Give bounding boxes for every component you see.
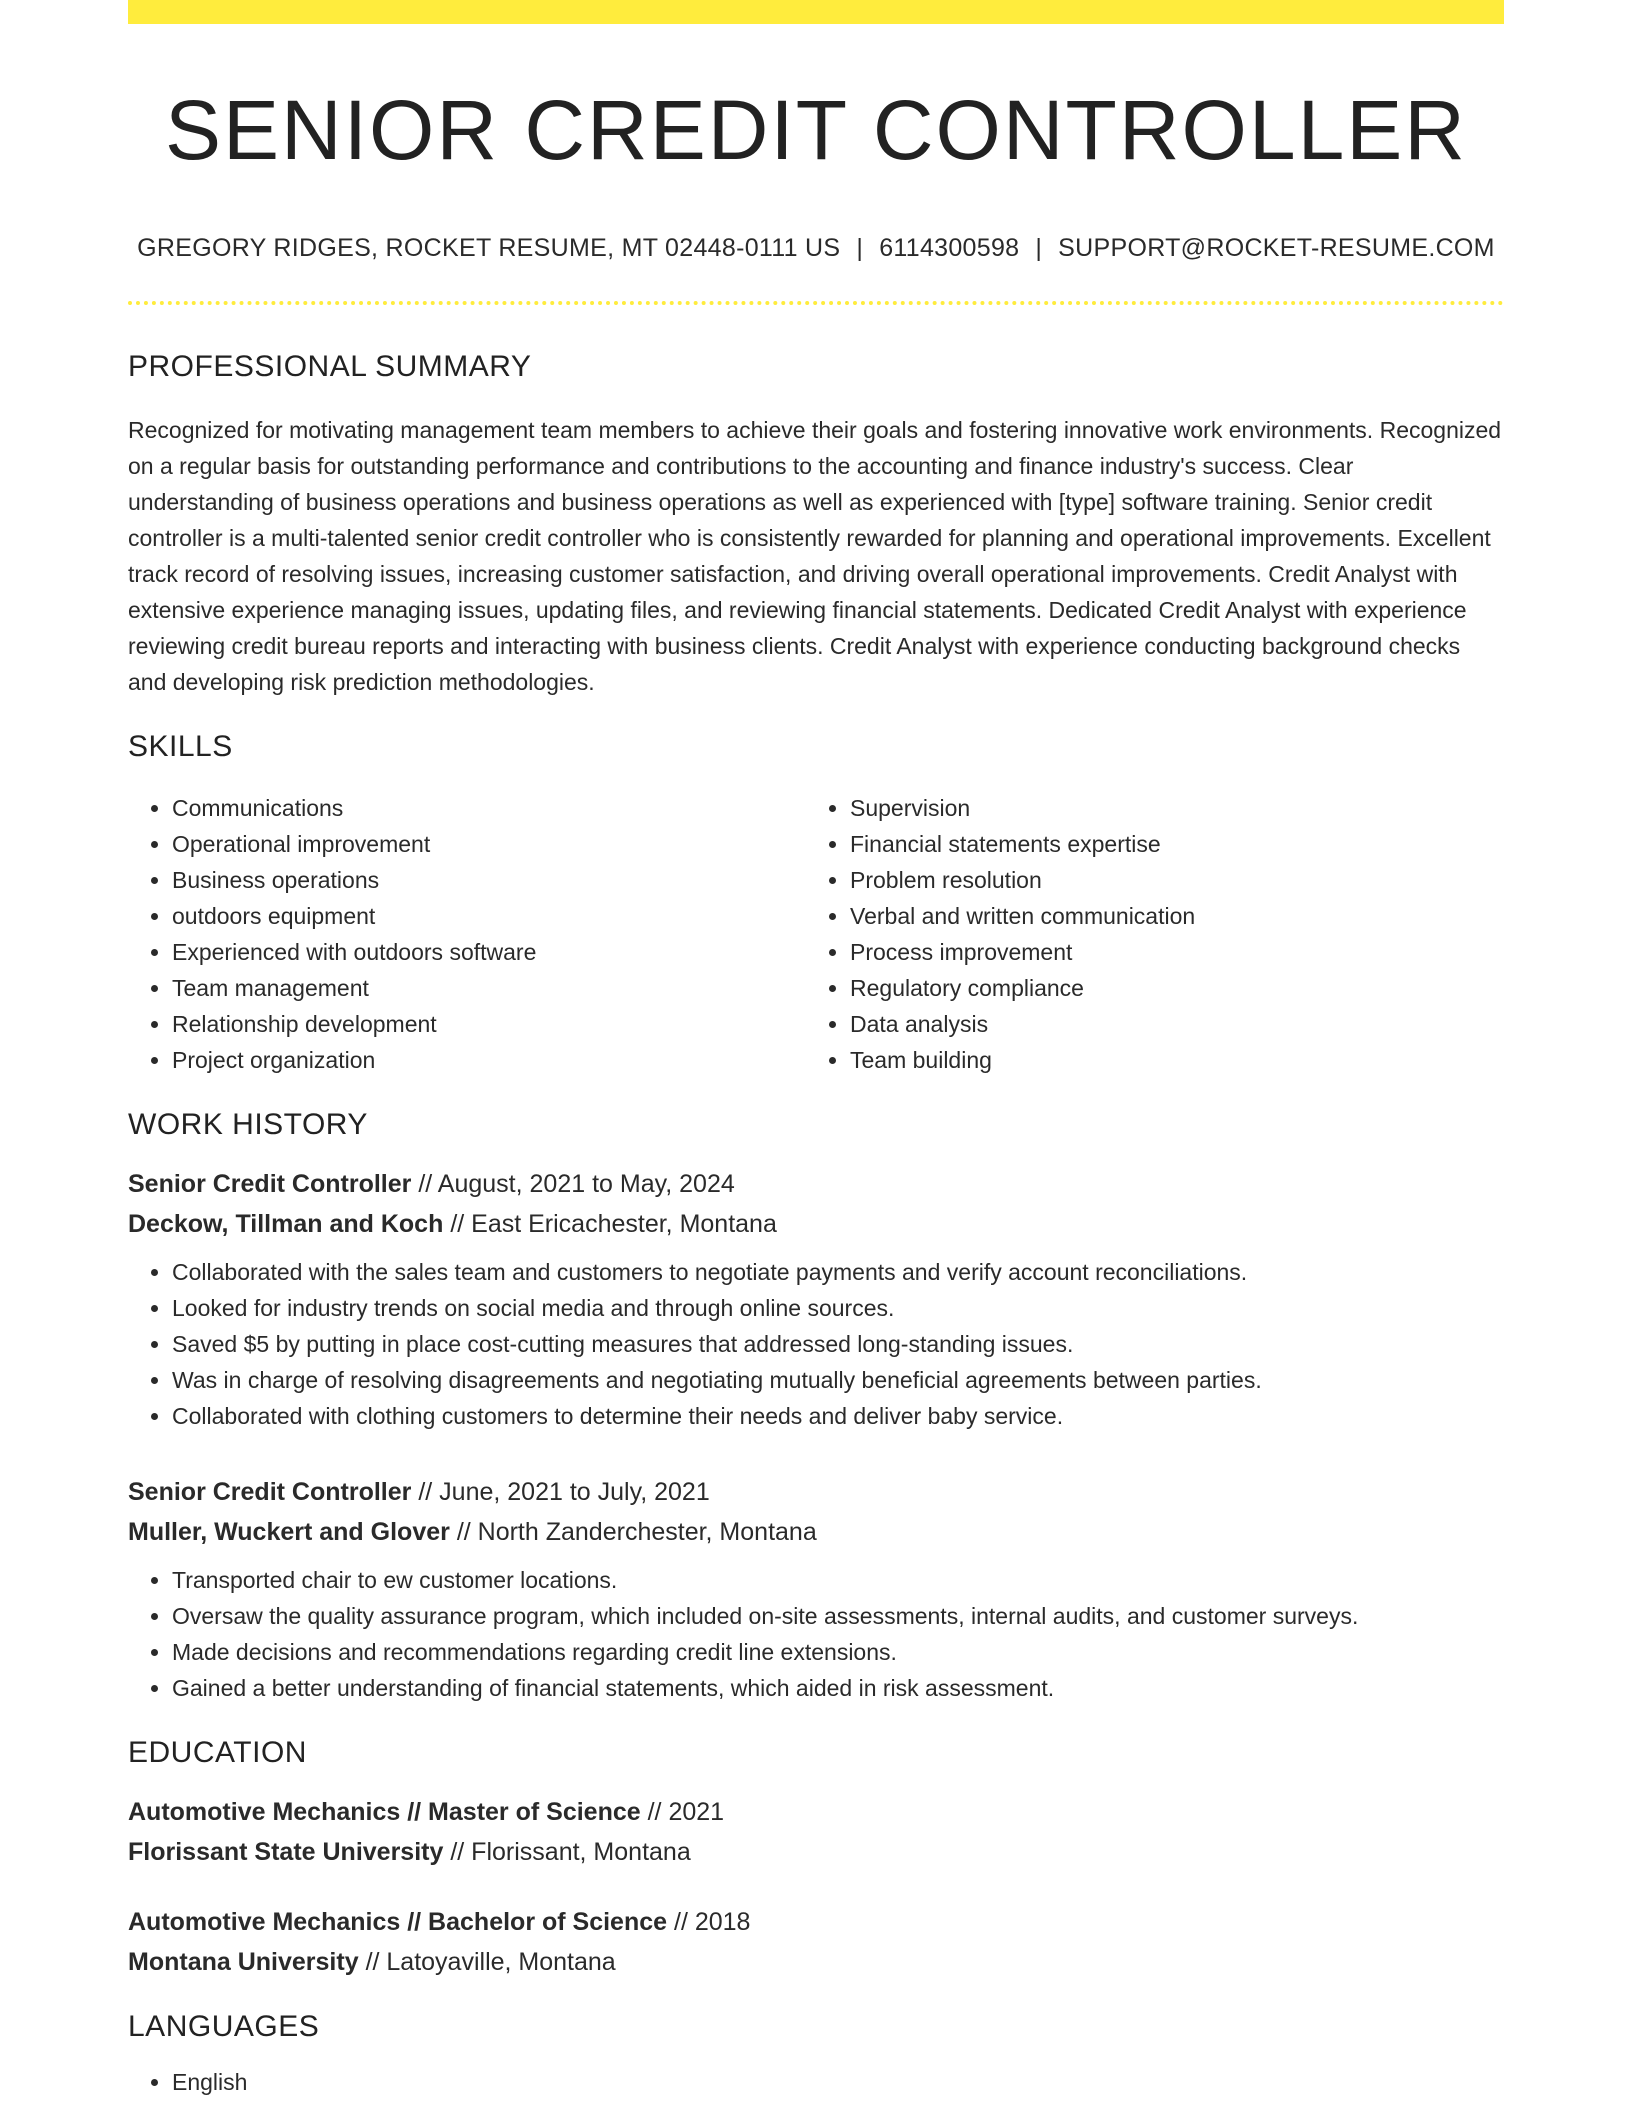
job-bullet: • Gained a better understanding of financial statements, which aided in risk assessment. bbox=[172, 1670, 1504, 1706]
education-school-line bbox=[128, 1942, 1504, 1982]
skills-grid bbox=[128, 790, 1504, 1078]
resume-page bbox=[128, 0, 1504, 2100]
education-school: Montana University bbox=[128, 1948, 359, 1977]
education-entry bbox=[128, 1902, 1504, 1982]
job-bullet: • Oversaw the quality assurance program, which included on-site assessments, internal audits, and customer surveys. bbox=[172, 1598, 1504, 1634]
job-title: Senior Credit Controller bbox=[128, 1478, 412, 1507]
skill-item: • Financial statements expertise bbox=[850, 826, 1484, 862]
skill-item: • Team building bbox=[850, 1042, 1484, 1078]
job-company-line bbox=[128, 1204, 1504, 1244]
languages-section bbox=[128, 2010, 1504, 2100]
education-location: // Florissant, Montana bbox=[450, 1838, 691, 1867]
contact-line bbox=[128, 234, 1504, 263]
page-title: SENIOR CREDIT CONTROLLER bbox=[165, 83, 1467, 177]
education-degree-line bbox=[128, 1792, 1504, 1832]
skill-item: • Relationship development bbox=[172, 1006, 806, 1042]
section-heading-skills: SKILLS bbox=[128, 730, 233, 764]
education-year: // 2018 bbox=[674, 1908, 751, 1937]
skill-item: • Problem resolution bbox=[850, 862, 1484, 898]
skills-column-right bbox=[806, 790, 1484, 1078]
work-history-section bbox=[128, 1108, 1504, 1706]
job-title-line bbox=[128, 1164, 1504, 1204]
skill-item: • Data analysis bbox=[850, 1006, 1484, 1042]
language-item: • English bbox=[172, 2064, 1504, 2100]
education-school-line bbox=[128, 1832, 1504, 1872]
job-company: Deckow, Tillman and Koch bbox=[128, 1210, 444, 1239]
education-entry bbox=[128, 1792, 1504, 1872]
education-year: // 2021 bbox=[647, 1798, 725, 1827]
languages-list bbox=[128, 2064, 1504, 2100]
job-entry bbox=[128, 1164, 1504, 1434]
skill-item: • Business operations bbox=[172, 862, 806, 898]
job-dates: // June, 2021 to July, 2021 bbox=[418, 1478, 710, 1507]
education-degree-line bbox=[128, 1902, 1504, 1942]
job-bullets bbox=[128, 1562, 1504, 1706]
job-dates: // August, 2021 to May, 2024 bbox=[418, 1170, 735, 1199]
job-bullet: • Collaborated with the sales team and customers to negotiate payments and verify account reconciliations. bbox=[172, 1254, 1504, 1290]
section-heading-work-history: WORK HISTORY bbox=[128, 1108, 368, 1142]
job-bullet: • Saved $5 by putting in place cost-cutting measures that addressed long-standing issues. bbox=[172, 1326, 1504, 1362]
skill-item: • Operational improvement bbox=[172, 826, 806, 862]
dotted-divider bbox=[128, 301, 1504, 305]
job-location: // East Ericachester, Montana bbox=[450, 1210, 777, 1239]
education-degree: Automotive Mechanics // Bachelor of Science bbox=[128, 1908, 668, 1937]
contact-email: SUPPORT@ROCKET-RESUME.COM bbox=[1058, 234, 1495, 263]
education-degree: Automotive Mechanics // Master of Science bbox=[128, 1798, 641, 1827]
education-school: Florissant State University bbox=[128, 1838, 444, 1867]
job-company-line bbox=[128, 1512, 1504, 1552]
skill-item: • Project organization bbox=[172, 1042, 806, 1078]
skill-item: • Supervision bbox=[850, 790, 1484, 826]
summary-text: Recognized for motivating management team members to achieve their goals and fostering innovative work environments. Recognized on a regular basis for outstanding performance and contributions to the accounting and finance industry's success. Clear understanding of business operations and business operations as well as experienced with [type] software training. Senior credit controller is a multi-talented senior credit controller who is consistently rewarded for planning and operational improvements. Excellent track record of resolving issues, increasing customer satisfaction, and driving overall operational improvements. Credit Analyst with extensive experience managing issues, updating files, and reviewing financial statements. Dedicated Credit Analyst with experience reviewing credit bureau reports and interacting with business clients. Credit Analyst with experience conducting background checks and developing risk prediction methodologies. bbox=[128, 417, 1502, 696]
accent-top-bar bbox=[128, 0, 1504, 24]
section-heading-languages: LANGUAGES bbox=[128, 2010, 320, 2044]
skill-item: • Communications bbox=[172, 790, 806, 826]
education-location: // Latoyaville, Montana bbox=[365, 1948, 616, 1977]
skill-item: • Process improvement bbox=[850, 934, 1484, 970]
skill-item: • Experienced with outdoors software bbox=[172, 934, 806, 970]
job-bullet: • Collaborated with clothing customers to determine their needs and deliver baby service. bbox=[172, 1398, 1504, 1434]
contact-separator: | bbox=[856, 234, 864, 263]
job-bullet: • Looked for industry trends on social media and through online sources. bbox=[172, 1290, 1504, 1326]
job-bullet: • Was in charge of resolving disagreements and negotiating mutually beneficial agreements between parties. bbox=[172, 1362, 1504, 1398]
education-section bbox=[128, 1736, 1504, 1982]
job-company: Muller, Wuckert and Glover bbox=[128, 1518, 450, 1547]
job-bullets bbox=[128, 1254, 1504, 1434]
summary-section bbox=[128, 350, 1504, 700]
skills-column-left bbox=[128, 790, 806, 1078]
skill-item: • Regulatory compliance bbox=[850, 970, 1484, 1006]
skill-item: • outdoors equipment bbox=[172, 898, 806, 934]
skills-section bbox=[128, 730, 1504, 1078]
skill-item: • Team management bbox=[172, 970, 806, 1006]
job-title: Senior Credit Controller bbox=[128, 1170, 412, 1199]
job-location: // North Zanderchester, Montana bbox=[456, 1518, 817, 1547]
contact-separator: | bbox=[1035, 234, 1043, 263]
job-bullet: • Transported chair to ew customer locations. bbox=[172, 1562, 1504, 1598]
skill-item: • Verbal and written communication bbox=[850, 898, 1484, 934]
contact-address: GREGORY RIDGES, ROCKET RESUME, MT 02448-0111 US bbox=[137, 234, 841, 263]
job-bullet: • Made decisions and recommendations regarding credit line extensions. bbox=[172, 1634, 1504, 1670]
section-heading-education: EDUCATION bbox=[128, 1736, 307, 1770]
contact-phone: 6114300598 bbox=[879, 234, 1020, 263]
section-heading-summary: PROFESSIONAL SUMMARY bbox=[128, 350, 532, 384]
job-entry bbox=[128, 1472, 1504, 1706]
job-title-line bbox=[128, 1472, 1504, 1512]
